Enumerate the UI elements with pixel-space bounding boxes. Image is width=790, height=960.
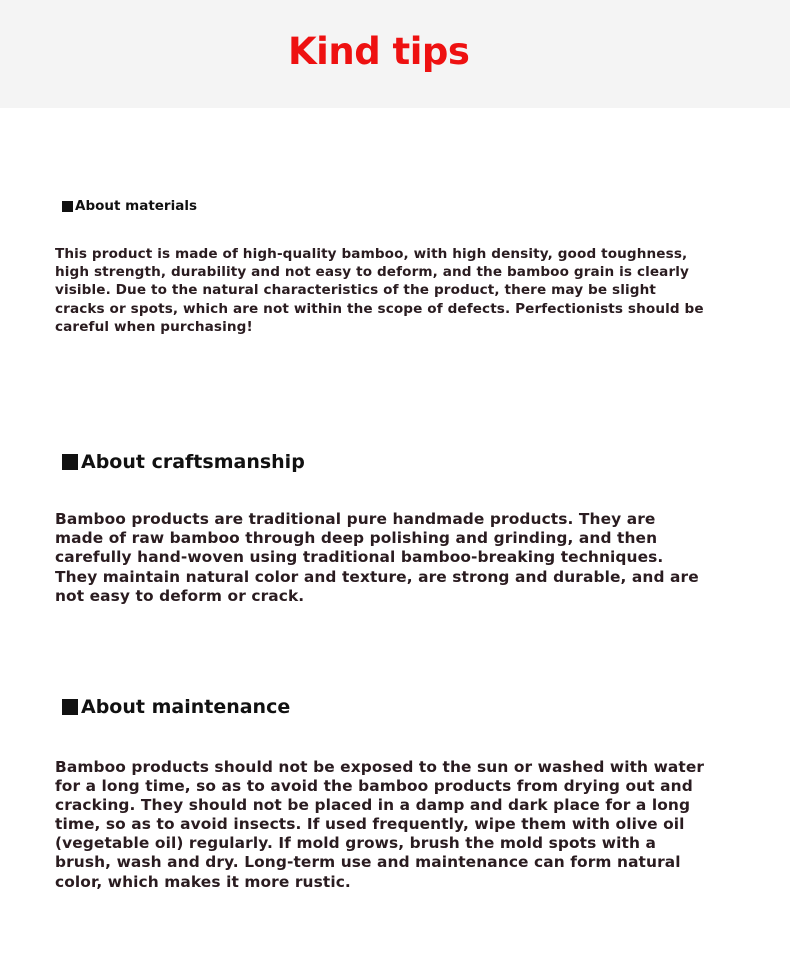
- section-body-maintenance: Bamboo products should not be exposed to the sun or washed with water for a long time, so as to avoid the bamboo products from drying out and cracking. They should not be placed in a damp and dark place for a long time, so as to avoid insects. If used frequently, wipe them with olive oil (vegetable oil) regularly. If mold grows, brush the mold spots with a brush, wash and dry. Long-term use and maintenance can form natural color, which makes it more rustic.: [55, 758, 705, 891]
- header-banner: [0, 0, 790, 108]
- section-heading-materials: [62, 196, 197, 216]
- page-title: Kind tips: [288, 30, 470, 73]
- section-heading-label: About materials: [75, 198, 197, 214]
- section-heading-maintenance: [62, 694, 290, 720]
- square-icon: [62, 454, 78, 470]
- section-heading-label: About maintenance: [81, 696, 291, 718]
- section-heading-craftsmanship: [62, 449, 305, 475]
- section-body-craftsmanship: Bamboo products are traditional pure handmade products. They are made of raw bamboo through deep polishing and grinding, and then carefully hand-woven using traditional bamboo-breaking techniques. They maintain natural color and texture, are strong and durable, and are not easy to deform or crack.: [55, 510, 699, 605]
- section-body-materials: This product is made of high-quality bamboo, with high density, good toughness, high strength, durability and not easy to deform, and the bamboo grain is clearly visible. Due to the natural characteristics of the product, there may be slight cracks or spots, which are not within the scope of defects. Perfectionists should be careful when purchasing!: [55, 246, 704, 335]
- square-icon: [62, 699, 78, 715]
- section-heading-label: About craftsmanship: [81, 451, 305, 473]
- square-icon: [62, 201, 73, 212]
